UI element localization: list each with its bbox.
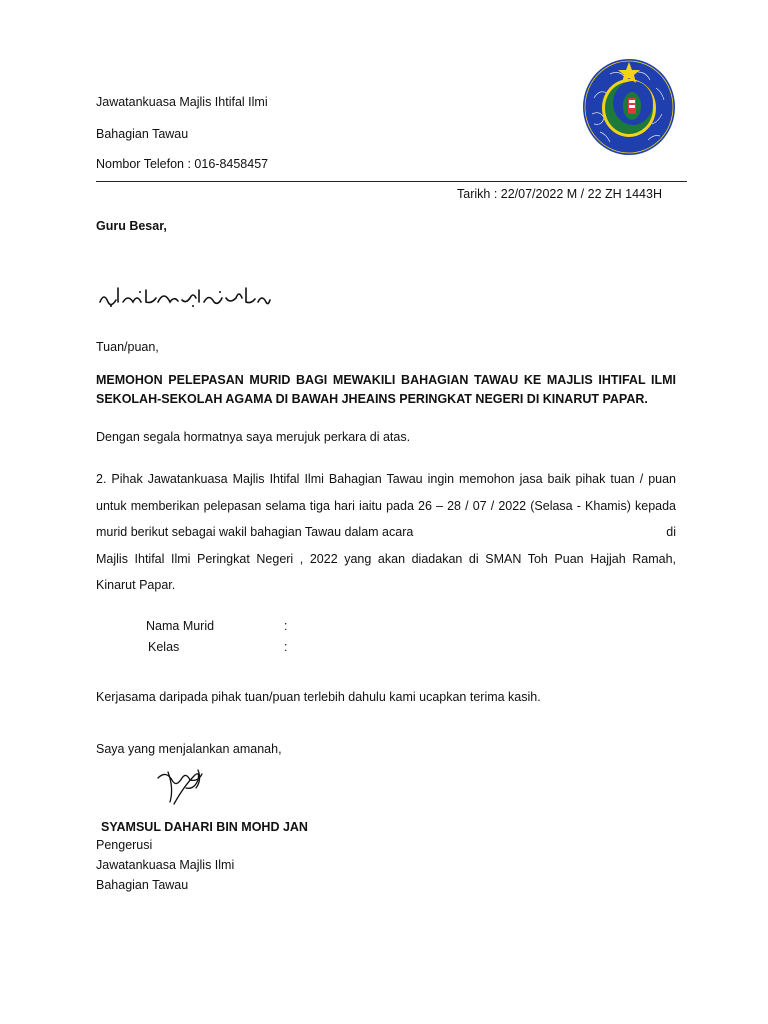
signatory-name: SYAMSUL DAHARI BIN MOHD JAN xyxy=(101,820,308,834)
paragraph-2 xyxy=(96,466,676,599)
paragraph-2-line-3-text: murid berikut sebagai wakil bahagian Tawau dalam acara xyxy=(96,525,414,539)
student-name-label: Nama Murid xyxy=(146,619,215,633)
header-divider xyxy=(96,181,687,182)
motto-line: Saya yang menjalankan amanah, xyxy=(96,742,282,756)
recipient: Guru Besar, xyxy=(96,219,167,233)
paragraph-2-line-5: Kinarut Papar. xyxy=(96,578,176,592)
handwritten-signature xyxy=(154,766,212,808)
closing-line: Kerjasama daripada pihak tuan/puan terlebih dahulu kami ucapkan terima kasih. xyxy=(96,690,541,704)
arabic-salam-calligraphy xyxy=(96,282,272,310)
paragraph-2-line-2: untuk memberikan pelepasan selama tiga hari iaitu pada 26 – 28 / 07 / 2022 (Selasa - Khamis) kepada xyxy=(96,498,676,513)
signatory-division: Bahagian Tawau xyxy=(96,878,189,892)
student-name-colon: : xyxy=(284,619,288,633)
paragraph-2-line-4: Majlis Ihtifal Ilmi Peringkat Negeri , 2022 yang akan diadakan di SMAN Toh Puan Hajjah Ramah, xyxy=(96,551,676,566)
paragraph-2-line-3-end: di xyxy=(666,525,676,539)
crest-logo xyxy=(582,58,676,156)
signatory-title: Pengerusi xyxy=(96,838,153,852)
student-class-label: Kelas xyxy=(148,640,180,654)
letter-subject: MEMOHON PELEPASAN MURID BAGI MEWAKILI BAHAGIAN TAWAU KE MAJLIS IHTIFAL ILMI SEKOLAH-SEKOLAH AGAMA DI BAWAH JHEAINS PERINGKAT NEGERI DI KINARUT PAPAR. xyxy=(96,373,676,406)
student-class-colon: : xyxy=(284,640,288,654)
header-committee-name: Jawatankuasa Majlis Ihtifal Ilmi xyxy=(96,95,268,109)
header-phone: Nombor Telefon : 016-8458457 xyxy=(96,157,269,171)
date-line: Tarikh : 22/07/2022 M / 22 ZH 1443H xyxy=(457,187,662,201)
greeting: Tuan/puan, xyxy=(96,340,159,354)
paragraph-2-line-1: 2. Pihak Jawatankuasa Majlis Ihtifal Ilmi Bahagian Tawau ingin memohon jasa baik pihak tuan / puan xyxy=(96,472,676,486)
signatory-committee: Jawatankuasa Majlis Ilmi xyxy=(96,858,235,872)
reference-line: Dengan segala hormatnya saya merujuk perkara di atas. xyxy=(96,430,411,444)
header-division: Bahagian Tawau xyxy=(96,127,189,141)
paragraph-2-line-3 xyxy=(96,519,676,546)
